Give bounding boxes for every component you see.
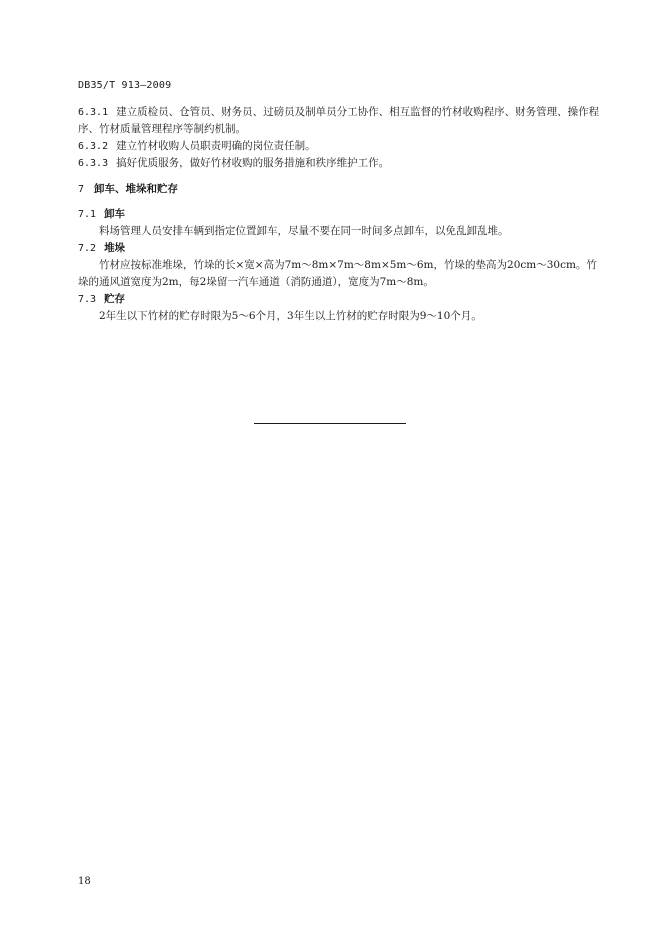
clause-6-3-1: [78, 104, 602, 138]
section-number: 7.3: [78, 294, 97, 305]
chapter-number: 7: [78, 184, 85, 195]
section-title: 堆垛: [104, 242, 126, 254]
section-title: 贮存: [104, 293, 126, 305]
clause-number: 6.3.1: [78, 107, 109, 118]
section-number: 7.1: [78, 209, 97, 220]
section-title: 卸车: [104, 208, 126, 220]
clause-text: 搞好优质服务，做好竹材收购的服务措施和秩序维护工作。: [116, 157, 390, 169]
section-7-2-text: 竹材应按标准堆垛，竹垛的长×宽×高为7m～8m×7m～8m×5m～6m，竹垛的垫高为20cm～30cm。竹垛的通风道宽度为2m，每2垛留一汽车通道（消防通道），宽度为7m～8m。: [78, 259, 597, 288]
chapter-7-heading: [78, 181, 602, 198]
clause-text: 建立质检员、仓管员、财务员、过磅员及制单员分工协作、相互监督的竹材收购程序、财务管理、操作程序、竹材质量管理程序等制约机制。: [78, 106, 600, 135]
document-body: [78, 104, 602, 325]
section-7-1-text: 料场管理人员安排车辆到指定位置卸车，尽量不要在同一时间多点卸车，以免乱卸乱堆。: [99, 225, 509, 237]
section-7-3-heading: [78, 291, 602, 308]
section-number: 7.2: [78, 243, 97, 254]
section-7-2-heading: [78, 240, 602, 257]
clause-6-3-2: [78, 138, 602, 155]
clause-number: 6.3.2: [78, 141, 109, 152]
standard-code: DB35/T 913—2009: [78, 80, 172, 91]
end-of-document-rule: [254, 423, 406, 424]
clause-text: 建立竹材收购人员职责明确的岗位责任制。: [116, 140, 316, 152]
chapter-title: 卸车、堆垛和贮存: [94, 183, 179, 195]
section-7-1-heading: [78, 206, 602, 223]
clause-6-3-3: [78, 155, 602, 172]
section-7-3-text: 2年生以下竹材的贮存时限为5～6个月，3年生以上竹材的贮存时限为9～10个月。: [99, 310, 482, 322]
clause-number: 6.3.3: [78, 158, 109, 169]
page-number: 18: [78, 876, 91, 887]
